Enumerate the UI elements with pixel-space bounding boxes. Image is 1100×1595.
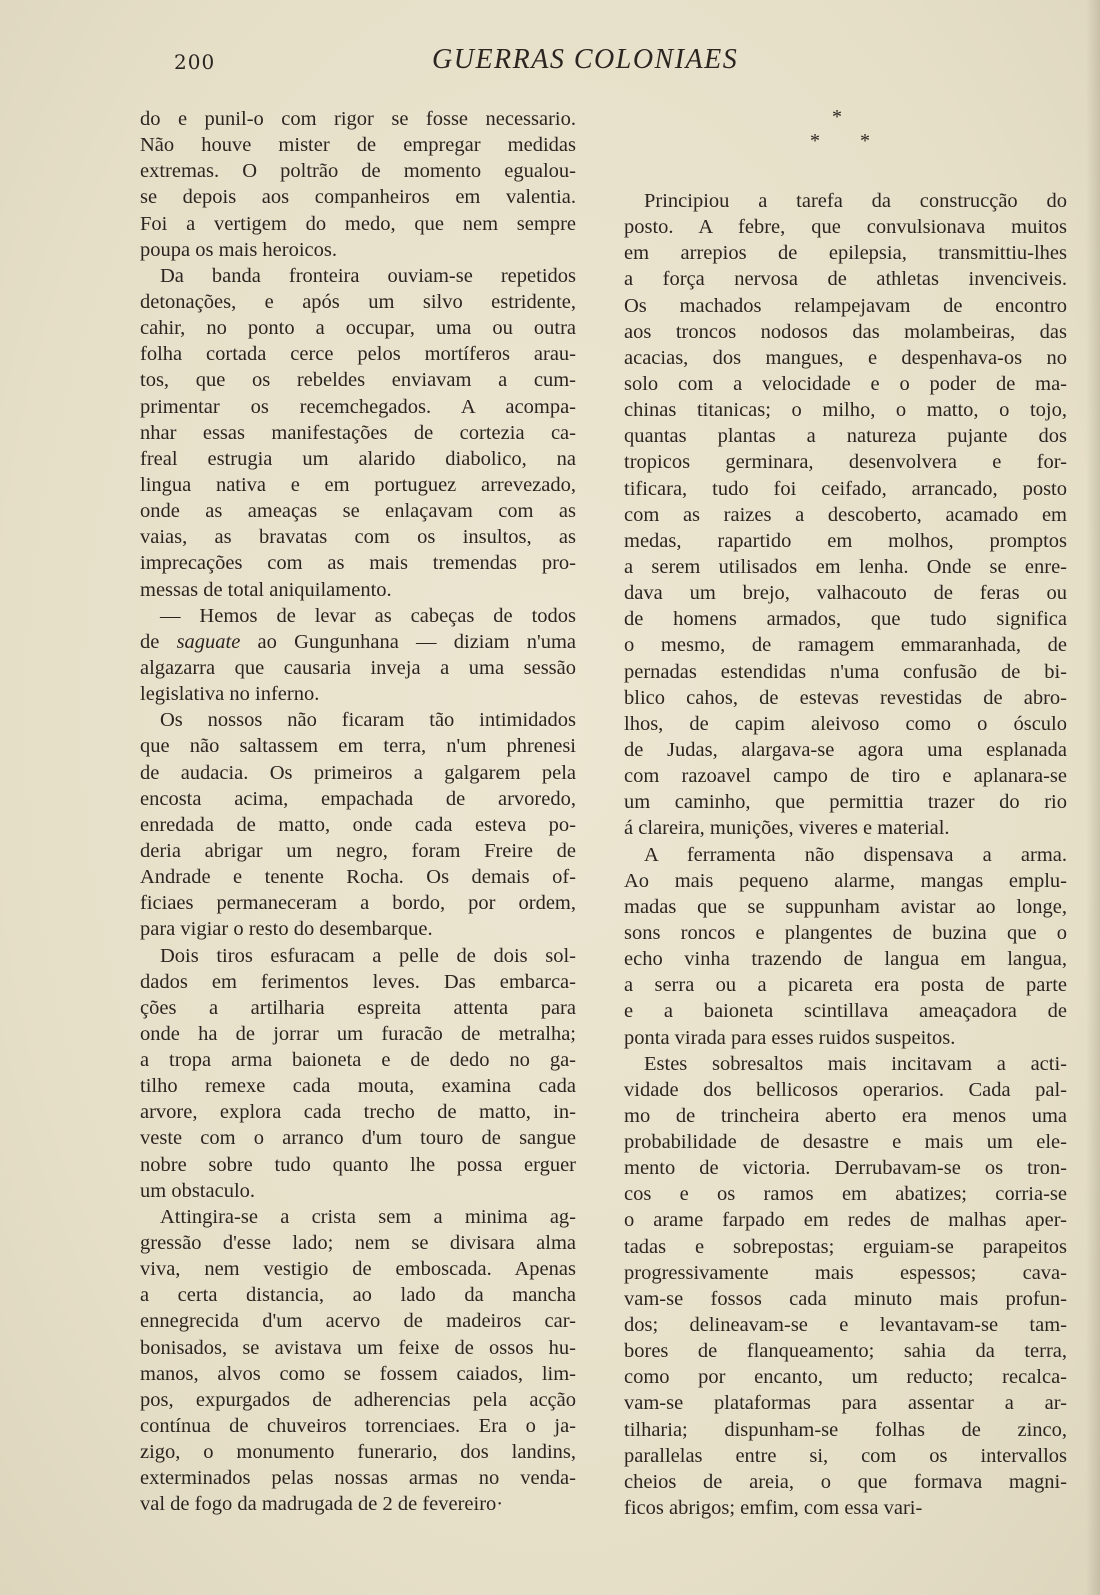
text-line: freal estrugia um alarido diabolico, na bbox=[140, 447, 576, 470]
text-line: imprecações com as mais tremendas pro- bbox=[140, 552, 576, 575]
text-line: manos, alvos como se fossem caiados, lim- bbox=[140, 1362, 576, 1385]
text-line: arvore, explora cada trecho de matto, in- bbox=[140, 1101, 576, 1124]
text-line: de audacia. Os primeiros a galgarem pela bbox=[140, 761, 576, 784]
text-line: — Hemos de levar as cabeças de todos bbox=[160, 604, 576, 627]
text-line: ponta virada para esses ruidos suspeitos. bbox=[624, 1026, 956, 1049]
text-line: Attingira-se a crista sem a minima ag- bbox=[160, 1205, 576, 1228]
text-line: legislativa no inferno. bbox=[140, 683, 320, 706]
text-line: ficos abrigos; emfim, com essa vari- bbox=[624, 1497, 923, 1520]
text-line: veste com o arranco d'um touro de sangue bbox=[140, 1127, 576, 1150]
text-line: cahir, no ponto a occupar, uma ou outra bbox=[140, 317, 576, 340]
text-line: cheios de areia, o que formava magni- bbox=[624, 1470, 1067, 1493]
left-text-column bbox=[140, 106, 576, 1518]
text-line: tilho remexe cada mouta, examina cada bbox=[140, 1075, 576, 1098]
text-line: tificara, tudo foi ceifado, arrancado, posto bbox=[624, 477, 1067, 500]
text-line: tilharia; dispunham-se folhas de zinco, bbox=[624, 1418, 1067, 1441]
text-line: tos, que os rebeldes enviavam a cum- bbox=[140, 369, 576, 392]
text-line: chinas titanicas; o milho, o matto, o tojo, bbox=[624, 399, 1067, 422]
text-line: Andrade e tenente Rocha. Os demais of- bbox=[140, 866, 576, 889]
text-line: aos troncos nodosos das molambeiras, das bbox=[624, 320, 1067, 343]
text-line: onde ha de jorrar um furacão de metralha; bbox=[140, 1022, 576, 1045]
text-line: Principiou a tarefa da construcção do bbox=[644, 190, 1067, 212]
text-line: pos, expurgados de adherencias pela acção bbox=[140, 1388, 576, 1411]
text-line: parallelas entre si, com os intervallos bbox=[624, 1444, 1067, 1467]
text-line: Estes sobresaltos mais incitavam a acti- bbox=[644, 1052, 1067, 1075]
text-line: tadas e sobrepostas; erguiam-se parapeitos bbox=[624, 1235, 1067, 1258]
text-line: o arame farpado em redes de malhas aper- bbox=[624, 1209, 1067, 1232]
text-line: pernadas estendidas n'uma confusão de bi- bbox=[624, 660, 1067, 683]
text-line: vidade dos bellicosos operarios. Cada pal- bbox=[624, 1078, 1067, 1101]
text-line: tropicos germinara, desenvolvera e for- bbox=[624, 451, 1067, 474]
page-header bbox=[170, 44, 770, 84]
text-line: ções a artilharia espreita attenta para bbox=[140, 996, 576, 1019]
text-line bbox=[140, 629, 576, 655]
text-line: folha cortada cerce pelos mortíferos arau- bbox=[140, 343, 576, 366]
text-line: encosta acima, empachada de arvoredo, bbox=[140, 787, 576, 810]
text-line: lhos, de capim aleivoso como o ósculo bbox=[624, 712, 1067, 735]
text-line: solo com a velocidade e o poder de ma- bbox=[624, 372, 1067, 395]
text-line: Foi a vertigem do medo, que nem sempre bbox=[140, 212, 576, 235]
text-line: exterminados pelas nossas armas no venda- bbox=[140, 1467, 576, 1490]
text-line: gressão d'esse lado; nem se divisara alma bbox=[140, 1232, 576, 1255]
text-line: e a baioneta scintillava ameaçadora de bbox=[624, 1000, 1067, 1023]
text-line: se depois aos companheiros em valentia. bbox=[140, 186, 576, 209]
text-line: Dois tiros esfuracam a pelle de dois sol- bbox=[160, 944, 576, 967]
right-column-lines bbox=[624, 188, 1067, 1521]
text-line: dava um brejo, valhacouto de feras ou bbox=[624, 582, 1067, 605]
text-line: quantas plantas a natureza pujante dos bbox=[624, 425, 1067, 448]
text-line: como por encanto, um reducto; recalca- bbox=[624, 1366, 1067, 1389]
text-line: poupa os mais heroicos. bbox=[140, 238, 337, 261]
text-line: blico cahos, de estevas revestidas de abro- bbox=[624, 686, 1067, 709]
text-line: extremas. O poltrão de momento egualou- bbox=[140, 160, 576, 183]
text-line: sons roncos e plangentes de buzina que o bbox=[624, 921, 1067, 944]
italic-word: saguate bbox=[176, 630, 241, 653]
text-line: para vigiar o resto do desembarque. bbox=[140, 918, 433, 941]
text-line: mo de trincheira aberto era menos uma bbox=[624, 1104, 1067, 1127]
text-line: Os nossos não ficaram tão intimidados bbox=[160, 709, 576, 732]
text-line: á clareira, munições, viveres e material. bbox=[624, 817, 950, 840]
text-line: onde as ameaças se enlaçavam com as bbox=[140, 500, 576, 523]
text-segment: ao Gungunhana — diziam n'uma bbox=[240, 630, 576, 653]
text-line: enredada de matto, onde cada esteva po- bbox=[140, 813, 576, 836]
text-line: algazarra que causaria inveja a uma sessão bbox=[140, 656, 576, 679]
text-line: primentar os recemchegados. A acompa- bbox=[140, 395, 576, 418]
text-line: Da banda fronteira ouviam-se repetidos bbox=[160, 264, 576, 287]
text-line: do e punil-o com rigor se fosse necessario. bbox=[140, 108, 576, 130]
text-line: contínua de chuveiros torrenciaes. Era o ja- bbox=[140, 1415, 576, 1438]
text-line: vaias, as bravatas com os insultos, as bbox=[140, 526, 576, 549]
text-line: acacias, dos mangues, e despenhava-os no bbox=[624, 346, 1067, 369]
page-number: 200 bbox=[174, 50, 216, 74]
text-line: vam-se plataformas para assentar a ar- bbox=[624, 1392, 1067, 1415]
text-line: echo vinha trazendo de langua em langua, bbox=[624, 948, 1067, 971]
text-segment: de bbox=[140, 630, 177, 653]
text-line: val de fogo da madrugada de 2 de fevereiro· bbox=[140, 1493, 504, 1516]
text-line: progressivamente mais espessos; cava- bbox=[624, 1261, 1067, 1284]
text-line: de homens armados, que tudo significa bbox=[624, 608, 1067, 631]
text-line: de Judas, alargava-se agora uma esplanada bbox=[624, 738, 1067, 761]
text-line: bonisados, se avistava um feixe de ossos hu- bbox=[140, 1336, 576, 1359]
right-text-column bbox=[624, 106, 1067, 1521]
text-line: Ao mais pequeno alarme, mangas emplu- bbox=[624, 869, 1067, 892]
text-line: zigo, o monumento funerario, dos landins, bbox=[140, 1441, 576, 1464]
text-line: a certa distancia, ao lado da mancha bbox=[140, 1284, 576, 1307]
text-line: nhar essas manifestações de cortezia ca- bbox=[140, 421, 576, 444]
text-line: que não saltassem em terra, n'um phrenesi bbox=[140, 735, 576, 758]
text-line: com as raizes a descoberto, acamado em bbox=[624, 503, 1067, 526]
text-line: a serem utilisados em lenha. Onde se enre- bbox=[624, 555, 1067, 578]
text-line: lingua nativa e em portuguez arrevezado, bbox=[140, 473, 576, 496]
text-line: o mesmo, de ramagem emmaranhada, de bbox=[624, 634, 1067, 657]
text-line: Não houve mister de empregar medidas bbox=[140, 134, 576, 157]
text-line: a tropa arma baioneta e de dedo no ga- bbox=[140, 1049, 576, 1072]
text-line: medas, rapartido em molhos, promptos bbox=[624, 529, 1067, 552]
running-title: GUERRAS COLONIAES bbox=[432, 44, 739, 75]
text-line: ficiaes permaneceram a bordo, por ordem, bbox=[140, 892, 576, 915]
text-line: messas de total aniquilamento. bbox=[140, 578, 392, 601]
text-line: madas que se suppunham avistar ao longe, bbox=[624, 895, 1067, 918]
text-line: mento de victoria. Derrubavam-se os tron- bbox=[624, 1157, 1067, 1180]
text-line: A ferramenta não dispensava a arma. bbox=[644, 843, 1067, 866]
text-line: a força nervosa de athletas invenciveis. bbox=[624, 268, 1067, 291]
text-line: um obstaculo. bbox=[140, 1179, 256, 1202]
text-line: dados em ferimentos leves. Das embarca- bbox=[140, 970, 576, 993]
text-line: dos; delineavam-se e levantavam-se tam- bbox=[624, 1314, 1067, 1337]
text-line: um caminho, que permittia trazer do rio bbox=[624, 791, 1067, 814]
text-line: posto. A febre, que convulsionava muitos bbox=[624, 216, 1067, 239]
text-line: Os machados relampejavam de encontro bbox=[624, 294, 1067, 317]
text-line: detonações, e após um silvo estridente, bbox=[140, 290, 576, 313]
text-line: probabilidade de desastre e mais um ele- bbox=[624, 1131, 1067, 1154]
text-line: a serra ou a picareta era posta de parte bbox=[624, 974, 1067, 997]
text-line: viva, nem vestigio de emboscada. Apenas bbox=[140, 1258, 576, 1281]
asterisk: * bbox=[860, 130, 870, 152]
text-line: cos e os ramos em abatizes; corria-se bbox=[624, 1183, 1067, 1206]
text-line: com razoavel campo de tiro e aplanara-se bbox=[624, 765, 1067, 788]
asterisk: * bbox=[832, 106, 842, 128]
text-line: vam-se fossos cada minuto mais profun- bbox=[624, 1287, 1067, 1310]
text-line: bores de flanqueamento; sahia da terra, bbox=[624, 1340, 1067, 1363]
section-break-asterisks bbox=[624, 106, 1067, 188]
asterisk: * bbox=[810, 130, 820, 152]
text-line: ennegrecida d'um acervo de madeiros car- bbox=[140, 1310, 576, 1333]
text-line: deria abrigar um negro, foram Freire de bbox=[140, 839, 576, 862]
text-line: nobre sobre tudo quanto lhe possa erguer bbox=[140, 1153, 576, 1176]
page-edge-shadow bbox=[1086, 0, 1100, 1595]
text-line: em arrepios de epilepsia, transmittiu-lhes bbox=[624, 242, 1067, 265]
